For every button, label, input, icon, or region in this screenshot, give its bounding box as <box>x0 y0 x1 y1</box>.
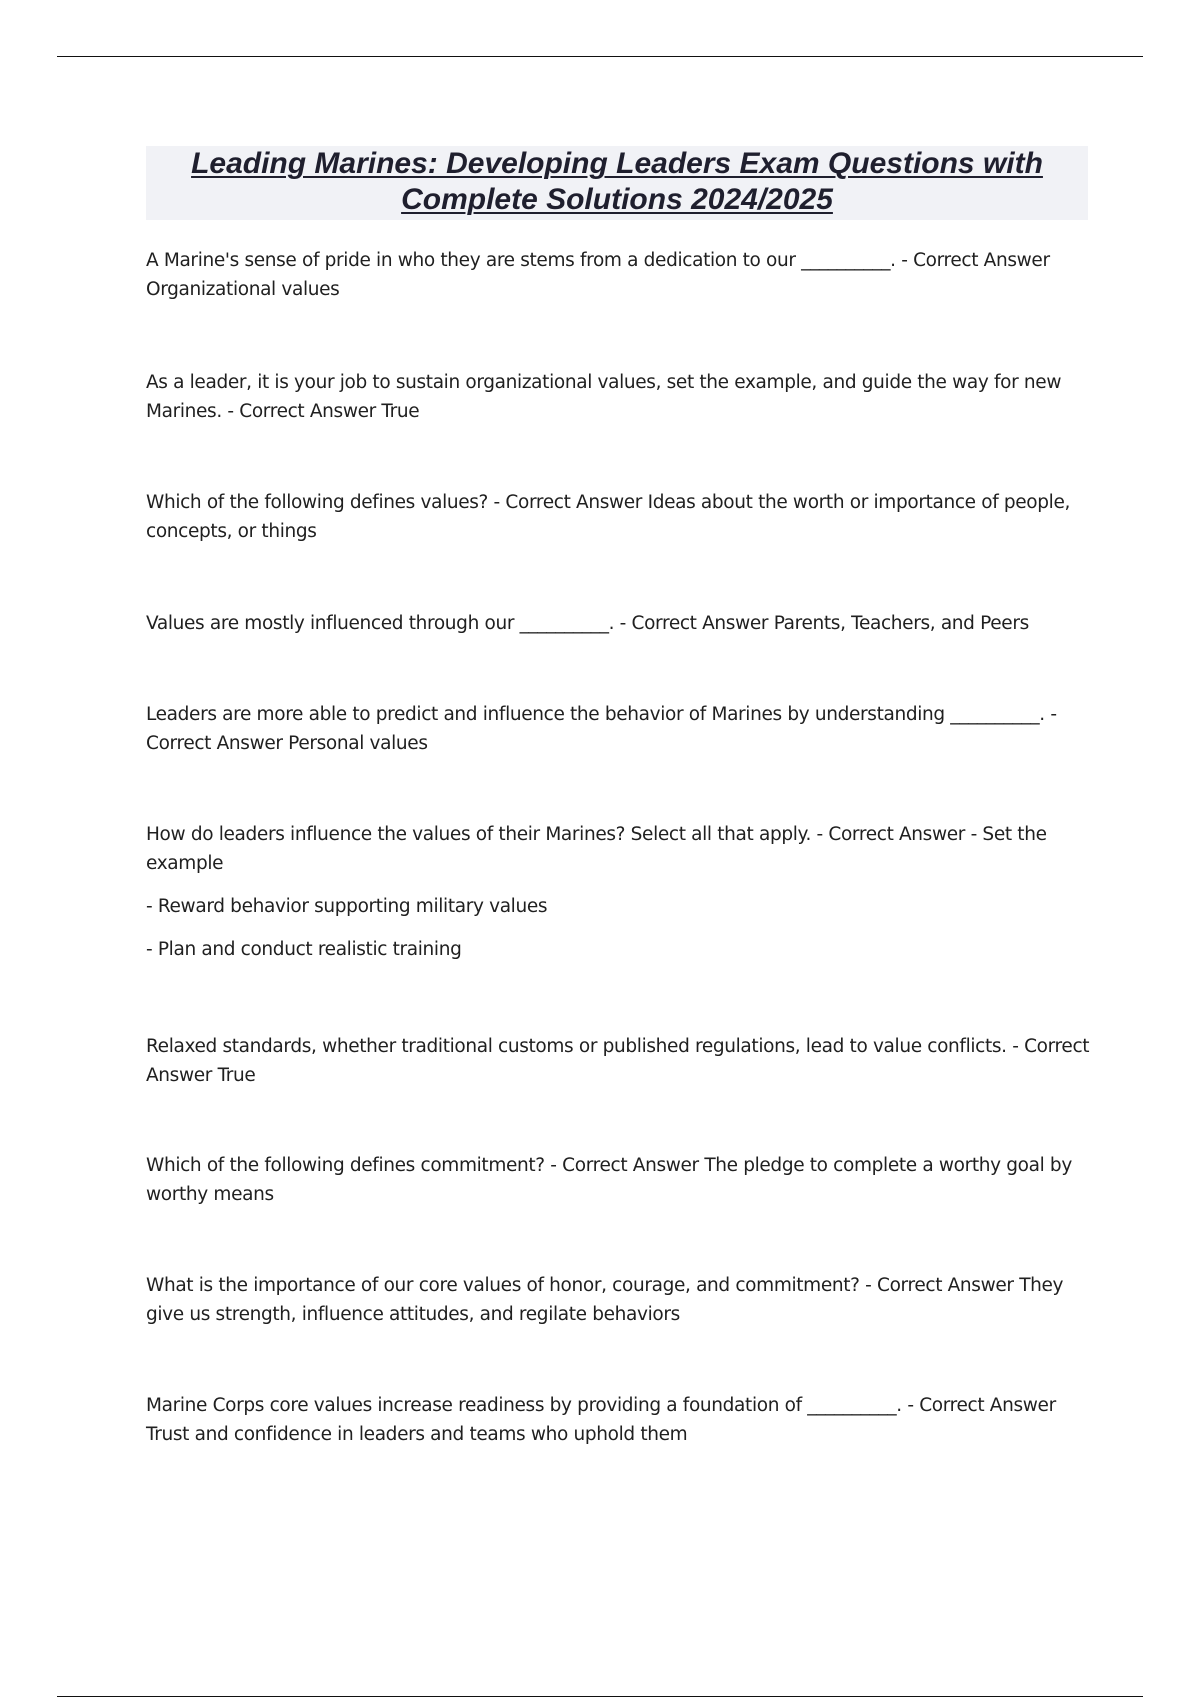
qa-item <box>146 488 1092 546</box>
qa-text: Relaxed standards, whether traditional customs or published regulations, lead to value conflicts. - Correct Answer True <box>146 1036 1090 1086</box>
title-line-1: Leading Marines: Developing Leaders Exam Questions with <box>191 147 1043 180</box>
top-rule <box>57 56 1143 57</box>
answer-bullet: - Plan and conduct realistic training <box>146 939 462 960</box>
qa-item <box>146 820 1092 964</box>
qa-item <box>146 1391 1092 1449</box>
qa-item <box>146 1151 1092 1209</box>
bottom-rule <box>57 1696 1143 1697</box>
qa-item <box>146 246 1092 304</box>
qa-text: Which of the following defines commitment? - Correct Answer The pledge to complete a worthy goal by worthy means <box>146 1155 1072 1205</box>
qa-item <box>146 700 1092 758</box>
qa-text: Values are mostly influenced through our __________. - Correct Answer Parents, Teachers, and Peers <box>146 613 1029 634</box>
answer-bullet: - Reward behavior supporting military values <box>146 896 548 917</box>
qa-text: Which of the following defines values? - Correct Answer Ideas about the worth or importance of people, concepts, or things <box>146 492 1071 542</box>
qa-text: How do leaders influence the values of their Marines? Select all that apply. - Correct Answer - Set the example <box>146 824 1047 874</box>
qa-text: What is the importance of our core values of honor, courage, and commitment? - Correct Answer They give us strength, influence attitudes, and regilate behaviors <box>146 1275 1064 1325</box>
title-line-2: Complete Solutions 2024/2025 <box>401 183 833 216</box>
qa-text: Leaders are more able to predict and influence the behavior of Marines by understanding __________. - Correct Answer Personal values <box>146 704 1057 754</box>
qa-item <box>146 609 1092 638</box>
qa-item <box>146 1271 1092 1329</box>
qa-text: A Marine's sense of pride in who they are stems from a dedication to our __________. - Correct Answer Organizational values <box>146 250 1050 300</box>
qa-item <box>146 1032 1092 1090</box>
document-title <box>146 146 1088 220</box>
qa-text: Marine Corps core values increase readiness by providing a foundation of __________. - Correct Answer Trust and confidence in leaders and teams who uphold them <box>146 1395 1056 1445</box>
qa-text: As a leader, it is your job to sustain organizational values, set the example, and guide the way for new Marines. - Correct Answer True <box>146 372 1062 422</box>
qa-item <box>146 368 1092 426</box>
